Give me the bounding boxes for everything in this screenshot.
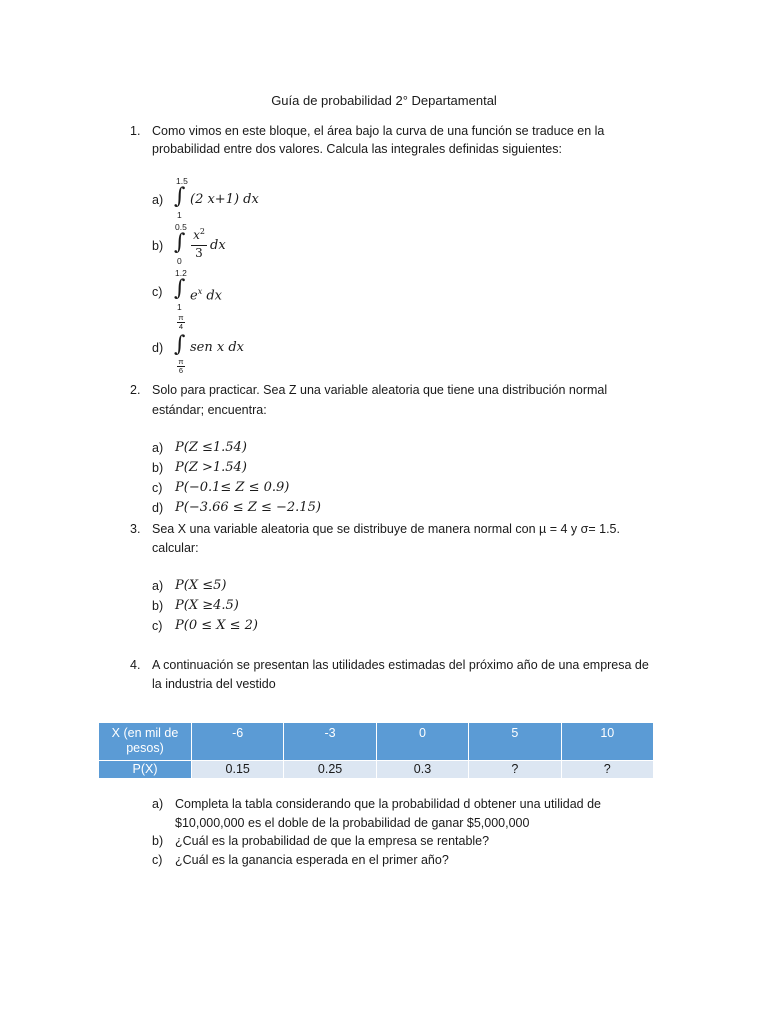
table-cell: ? bbox=[561, 761, 653, 779]
probability-expression: P(X ≥4.5) bbox=[175, 598, 239, 613]
question-text-line: la industria del vestido bbox=[152, 677, 276, 691]
integral-lower-limit: π 6 bbox=[178, 357, 184, 375]
question-text-line: estándar; encuentra: bbox=[152, 403, 267, 417]
item-label: d) bbox=[152, 341, 164, 355]
table-row bbox=[99, 761, 654, 779]
item-label: a) bbox=[152, 441, 164, 455]
item-label: b) bbox=[152, 461, 164, 475]
integrand: (2 x+1) dx bbox=[190, 192, 259, 207]
table-header-cell: 0 bbox=[376, 723, 468, 761]
probability-expression: P(Z >1.54) bbox=[175, 460, 247, 475]
integral-upper-limit: 1.2 bbox=[175, 268, 187, 278]
probability-expression: P(X ≤5) bbox=[175, 578, 227, 593]
integral-sign-icon: ∫ bbox=[174, 184, 186, 209]
table-header-label: X (en mil de pesos) bbox=[99, 723, 192, 761]
item-label: a) bbox=[152, 579, 164, 593]
item-label: b) bbox=[152, 599, 164, 613]
item-label: c) bbox=[152, 285, 163, 299]
table-header-cell: -3 bbox=[284, 723, 376, 761]
question-text-line: Sea X una variable aleatoria que se distribuye de manera normal con µ = 4 y σ= 1.5. bbox=[152, 522, 620, 536]
question-text-line: calcular: bbox=[152, 541, 199, 555]
integral-sign-icon: ∫ bbox=[174, 230, 186, 255]
question-text-line: Solo para practicar. Sea Z una variable aleatoria que tiene una distribución normal bbox=[152, 383, 608, 397]
question-number: 1. bbox=[130, 124, 141, 138]
item-label: c) bbox=[152, 481, 163, 495]
item-label: b) bbox=[152, 834, 164, 848]
probability-expression: P(Z ≤1.54) bbox=[175, 440, 247, 455]
table-row-label: P(X) bbox=[99, 761, 192, 779]
table-cell: 0.3 bbox=[376, 761, 468, 779]
item-text-line: ¿Cuál es la ganancia esperada en el primer año? bbox=[175, 853, 449, 867]
integral-lower-limit: 1 bbox=[177, 302, 182, 312]
integral-lower-limit: 0 bbox=[177, 256, 182, 266]
integral-upper-limit: π 4 bbox=[178, 313, 184, 331]
table-cell: ? bbox=[469, 761, 561, 779]
integral-upper-limit: 1.5 bbox=[176, 176, 188, 186]
fraction-numerator: $x^2$ bbox=[193, 227, 205, 242]
item-label: c) bbox=[152, 619, 163, 633]
integrand: sen x dx bbox=[190, 340, 244, 355]
item-text-line: $10,000,000 es el doble de la probabilidad de ganar $5,000,000 bbox=[175, 816, 530, 830]
integral-lower-limit: 1 bbox=[177, 210, 182, 220]
table-header-cell: 5 bbox=[469, 723, 561, 761]
table-cell: 0.15 bbox=[192, 761, 284, 779]
question-text-line: probabilidad entre dos valores. Calcula las integrales definidas siguientes: bbox=[152, 142, 562, 156]
profit-distribution-table bbox=[98, 722, 654, 779]
probability-expression: P(−3.66 ≤ Z ≤ −2.15) bbox=[175, 500, 321, 515]
probability-expression: P(0 ≤ X ≤ 2) bbox=[175, 618, 259, 633]
item-label: c) bbox=[152, 853, 163, 867]
question-text-line: Como vimos en este bloque, el área bajo la curva de una función se traduce en la bbox=[152, 124, 605, 138]
question-text-line: A continuación se presentan las utilidades estimadas del próximo año de una empresa de bbox=[152, 658, 649, 672]
integrand: $e^x$ dx bbox=[190, 287, 223, 304]
table-header-cell: -6 bbox=[192, 723, 284, 761]
probability-expression: P(−0.1≤ Z ≤ 0.9) bbox=[175, 480, 290, 495]
question-number: 3. bbox=[130, 522, 141, 536]
item-label: a) bbox=[152, 193, 164, 207]
table-header-cell: 10 bbox=[561, 723, 653, 761]
table-header-row bbox=[99, 723, 654, 761]
item-text-line: ¿Cuál es la probabilidad de que la empresa se rentable? bbox=[175, 834, 490, 848]
page-title: Guía de probabilidad 2° Departamental bbox=[271, 93, 497, 108]
integral-sign-icon: ∫ bbox=[174, 332, 186, 357]
table-cell: 0.25 bbox=[284, 761, 376, 779]
item-label: d) bbox=[152, 501, 164, 515]
item-label: a) bbox=[152, 797, 164, 811]
integrand-differential: dx bbox=[210, 238, 226, 253]
integral-sign-icon: ∫ bbox=[174, 276, 186, 301]
question-number: 2. bbox=[130, 383, 141, 397]
item-text-line: Completa la tabla considerando que la probabilidad d obtener una utilidad de bbox=[175, 797, 602, 811]
item-label: b) bbox=[152, 239, 164, 253]
integral-upper-limit: 0.5 bbox=[175, 222, 187, 232]
question-number: 4. bbox=[130, 658, 141, 672]
fraction-denominator: 3 bbox=[195, 246, 203, 260]
